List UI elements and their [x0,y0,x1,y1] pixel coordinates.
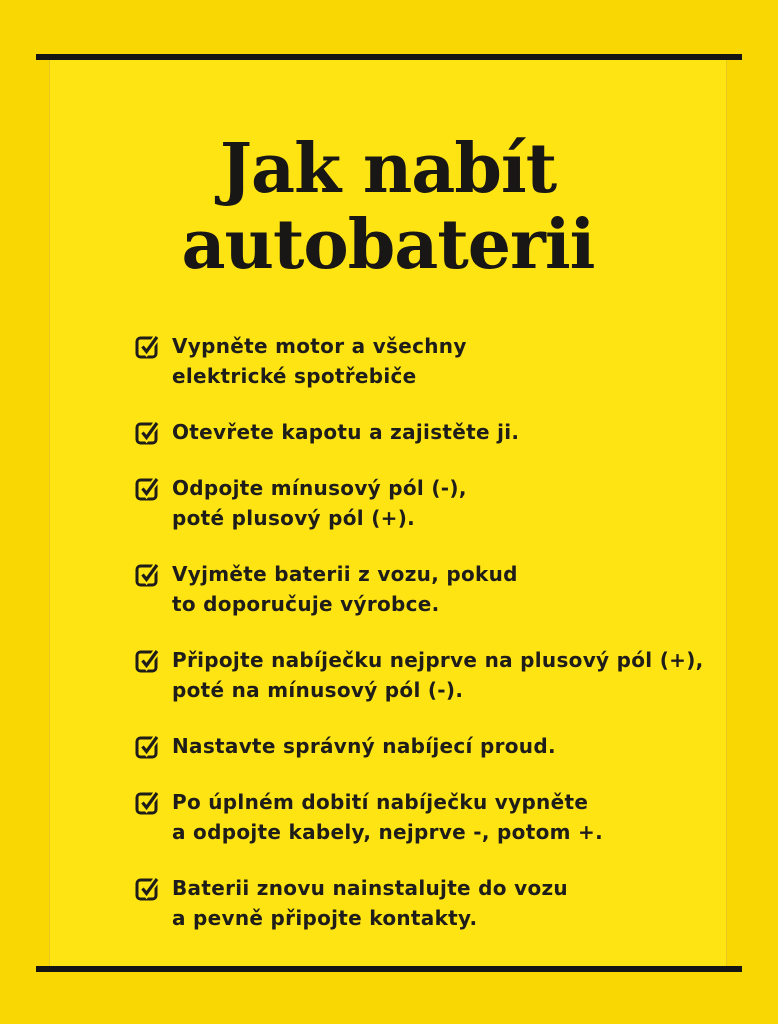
item-line: Baterii znovu nainstalujte do vozu [172,876,568,900]
checklist-item-text [172,731,556,761]
checklist-item-text [172,331,467,391]
checklist-item-text [172,645,704,705]
item-line: Otevřete kapotu a zajistěte ji. [172,420,520,444]
checklist-item-text [172,417,519,447]
item-line: Připojte nabíječku nejprve na plusový pól (+), [172,648,704,672]
checklist-item [134,473,726,533]
poster-panel [49,58,727,970]
checkbox-checked-icon [134,561,160,587]
checkbox-checked-icon [134,647,160,673]
checklist-item [134,559,726,619]
checkbox-checked-icon [134,475,160,501]
item-line: Vyjměte baterii z vozu, pokud [172,562,518,586]
bottom-divider [36,966,742,972]
checklist-item [134,873,726,933]
checklist-item [134,417,726,447]
item-line: poté plusový pól (+). [172,506,416,530]
checkbox-checked-icon [134,419,160,445]
checklist-item [134,331,726,391]
title-line-1: Jak nabít [219,129,557,209]
item-line: poté na mínusový pól (-). [172,678,464,702]
item-line: a odpojte kabely, nejprve -, potom +. [172,820,603,844]
item-line: Odpojte mínusový pól (-), [172,476,467,500]
checklist-item [134,731,726,761]
checkbox-checked-icon [134,875,160,901]
title-line-2: autobaterii [181,205,595,285]
checklist [50,331,726,933]
checkbox-checked-icon [134,733,160,759]
checklist-item [134,645,726,705]
checkbox-checked-icon [134,333,160,359]
checklist-item [134,787,726,847]
item-line: a pevně připojte kontakty. [172,906,478,930]
checklist-item-text [172,787,603,847]
checkbox-checked-icon [134,789,160,815]
page-title [50,59,726,283]
checklist-item-text [172,473,467,533]
item-line: Vypněte motor a všechny [172,334,467,358]
checklist-item-text [172,559,518,619]
checklist-item-text [172,873,568,933]
item-line: elektrické spotřebiče [172,364,417,388]
top-divider [36,54,742,60]
item-line: Po úplném dobití nabíječku vypněte [172,790,589,814]
item-line: Nastavte správný nabíjecí proud. [172,734,556,758]
item-line: to doporučuje výrobce. [172,592,440,616]
